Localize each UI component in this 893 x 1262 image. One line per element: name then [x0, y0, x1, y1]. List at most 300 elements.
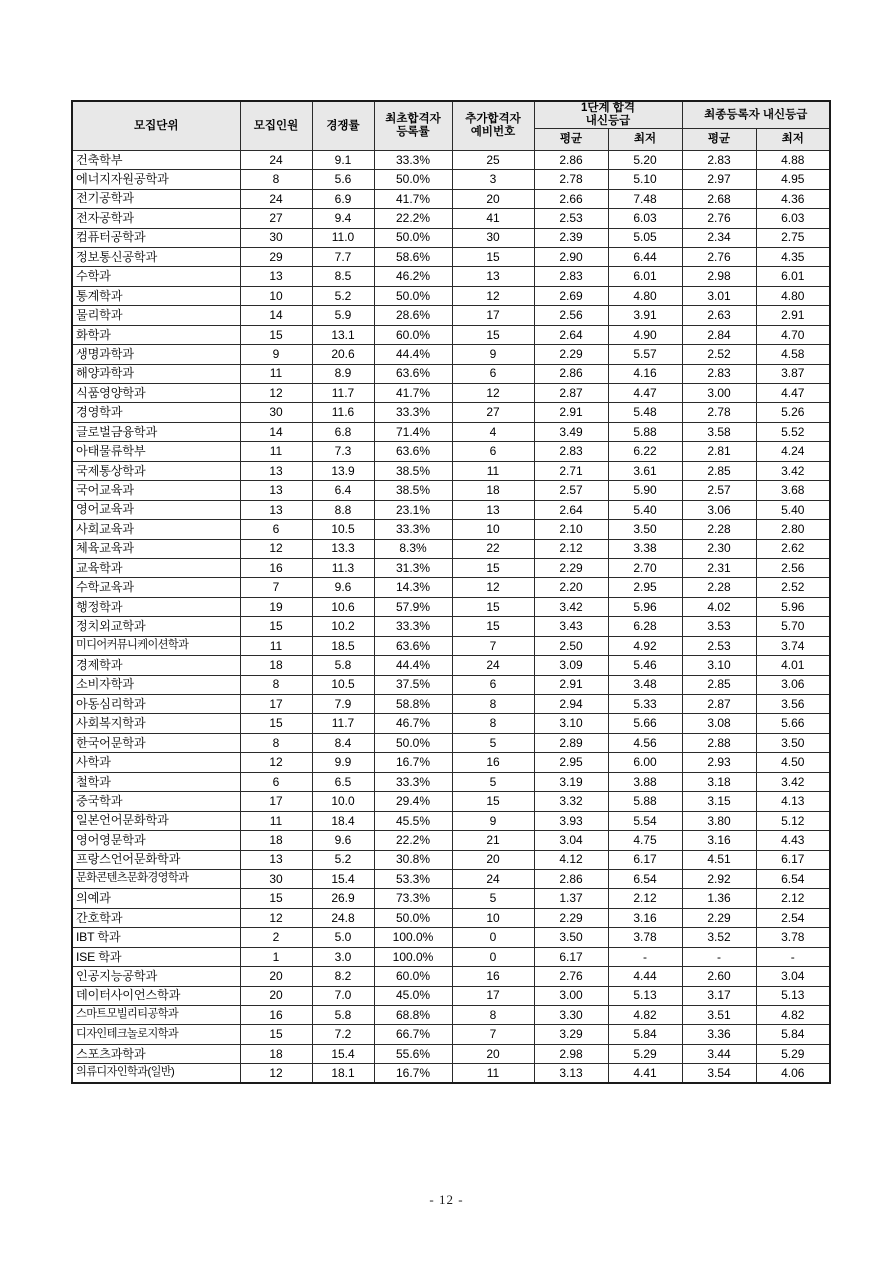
cell-quota: 17 — [240, 792, 312, 811]
cell-first-pass-enroll-rate: 45.0% — [374, 986, 452, 1005]
cell-stage1-min: 6.22 — [608, 442, 682, 461]
cell-stage1-avg: 2.71 — [534, 461, 608, 480]
cell-extra-pass-waitlist: 12 — [452, 384, 534, 403]
cell-unit: 컴퓨터공학과 — [72, 228, 240, 247]
cell-stage1-avg: 2.91 — [534, 675, 608, 694]
cell-quota: 16 — [240, 1006, 312, 1025]
cell-stage1-avg: 2.29 — [534, 908, 608, 927]
cell-final-min: 2.54 — [756, 908, 830, 927]
cell-stage1-min: 6.54 — [608, 869, 682, 888]
cell-quota: 15 — [240, 889, 312, 908]
cell-stage1-avg: 1.37 — [534, 889, 608, 908]
cell-ratio: 5.2 — [312, 286, 374, 305]
cell-stage1-avg: 2.98 — [534, 1044, 608, 1063]
cell-extra-pass-waitlist: 4 — [452, 422, 534, 441]
cell-unit: 물리학과 — [72, 306, 240, 325]
cell-first-pass-enroll-rate: 38.5% — [374, 481, 452, 500]
cell-stage1-min: 4.82 — [608, 1006, 682, 1025]
cell-extra-pass-waitlist: 21 — [452, 831, 534, 850]
cell-extra-pass-waitlist: 3 — [452, 170, 534, 189]
cell-stage1-avg: 3.10 — [534, 714, 608, 733]
cell-stage1-avg: 2.50 — [534, 636, 608, 655]
cell-final-avg: 2.78 — [682, 403, 756, 422]
cell-final-avg: 1.36 — [682, 889, 756, 908]
cell-unit: 소비자학과 — [72, 675, 240, 694]
cell-ratio: 13.9 — [312, 461, 374, 480]
table-row — [72, 753, 830, 772]
cell-stage1-avg: 6.17 — [534, 947, 608, 966]
cell-stage1-min: 4.92 — [608, 636, 682, 655]
cell-quota: 8 — [240, 733, 312, 752]
cell-unit: 경제학과 — [72, 656, 240, 675]
cell-stage1-avg: 3.09 — [534, 656, 608, 675]
cell-ratio: 11.0 — [312, 228, 374, 247]
cell-ratio: 8.8 — [312, 500, 374, 519]
cell-unit: 간호학과 — [72, 908, 240, 927]
cell-first-pass-enroll-rate: 29.4% — [374, 792, 452, 811]
cell-final-avg: 3.06 — [682, 500, 756, 519]
cell-quota: 18 — [240, 656, 312, 675]
cell-ratio: 7.2 — [312, 1025, 374, 1044]
cell-stage1-avg: 4.12 — [534, 850, 608, 869]
cell-unit: 사회교육과 — [72, 520, 240, 539]
cell-final-min: 6.01 — [756, 267, 830, 286]
cell-stage1-min: 5.96 — [608, 597, 682, 616]
cell-stage1-avg: 3.30 — [534, 1006, 608, 1025]
cell-first-pass-enroll-rate: 50.0% — [374, 908, 452, 927]
cell-final-avg: 3.00 — [682, 384, 756, 403]
cell-ratio: 5.8 — [312, 1006, 374, 1025]
cell-ratio: 10.6 — [312, 597, 374, 616]
cell-quota: 15 — [240, 1025, 312, 1044]
cell-ratio: 13.1 — [312, 325, 374, 344]
cell-first-pass-enroll-rate: 53.3% — [374, 869, 452, 888]
cell-final-min: 4.50 — [756, 753, 830, 772]
cell-quota: 13 — [240, 267, 312, 286]
cell-first-pass-enroll-rate: 50.0% — [374, 286, 452, 305]
column-header-first-pass-enroll-rate — [374, 101, 452, 150]
cell-final-avg: 2.84 — [682, 325, 756, 344]
cell-final-min: 4.43 — [756, 831, 830, 850]
cell-stage1-avg: 3.43 — [534, 617, 608, 636]
cell-extra-pass-waitlist: 20 — [452, 189, 534, 208]
table-row — [72, 850, 830, 869]
cell-stage1-min: 4.44 — [608, 967, 682, 986]
cell-extra-pass-waitlist: 17 — [452, 986, 534, 1005]
cell-final-min: 4.70 — [756, 325, 830, 344]
cell-quota: 11 — [240, 811, 312, 830]
cell-stage1-avg: 2.10 — [534, 520, 608, 539]
table-row — [72, 811, 830, 830]
admissions-results-table — [71, 100, 831, 1084]
cell-ratio: 11.6 — [312, 403, 374, 422]
cell-quota: 6 — [240, 520, 312, 539]
cell-final-avg: - — [682, 947, 756, 966]
table-row — [72, 306, 830, 325]
cell-final-avg: 2.28 — [682, 520, 756, 539]
table-row — [72, 986, 830, 1005]
cell-final-min: 6.03 — [756, 209, 830, 228]
column-header-extra-pass-waitlist-line1: 추가합격자 — [465, 113, 521, 125]
cell-ratio: 9.9 — [312, 753, 374, 772]
cell-extra-pass-waitlist: 30 — [452, 228, 534, 247]
column-header-stage1-min: 최저 — [608, 128, 682, 150]
cell-final-avg: 2.60 — [682, 967, 756, 986]
cell-stage1-min: 3.78 — [608, 928, 682, 947]
cell-extra-pass-waitlist: 9 — [452, 811, 534, 830]
cell-final-min: 5.84 — [756, 1025, 830, 1044]
table-row — [72, 714, 830, 733]
cell-final-min: 3.50 — [756, 733, 830, 752]
cell-extra-pass-waitlist: 24 — [452, 869, 534, 888]
cell-extra-pass-waitlist: 13 — [452, 500, 534, 519]
cell-extra-pass-waitlist: 6 — [452, 364, 534, 383]
cell-stage1-min: 3.48 — [608, 675, 682, 694]
cell-final-avg: 2.81 — [682, 442, 756, 461]
cell-final-min: 4.36 — [756, 189, 830, 208]
cell-stage1-min: 4.47 — [608, 384, 682, 403]
cell-ratio: 15.4 — [312, 1044, 374, 1063]
cell-unit: 스마트모빌리티공학과 — [72, 1006, 240, 1025]
table-row — [72, 558, 830, 577]
cell-final-min: 5.29 — [756, 1044, 830, 1063]
cell-stage1-avg: 2.29 — [534, 345, 608, 364]
cell-first-pass-enroll-rate: 60.0% — [374, 325, 452, 344]
cell-unit: 에너지자원공학과 — [72, 170, 240, 189]
cell-extra-pass-waitlist: 41 — [452, 209, 534, 228]
cell-final-avg: 3.08 — [682, 714, 756, 733]
cell-stage1-avg: 2.91 — [534, 403, 608, 422]
cell-first-pass-enroll-rate: 28.6% — [374, 306, 452, 325]
cell-extra-pass-waitlist: 9 — [452, 345, 534, 364]
cell-stage1-avg: 2.87 — [534, 384, 608, 403]
cell-final-min: 4.95 — [756, 170, 830, 189]
table-row — [72, 403, 830, 422]
cell-stage1-avg: 3.49 — [534, 422, 608, 441]
cell-extra-pass-waitlist: 11 — [452, 461, 534, 480]
cell-stage1-min: 3.91 — [608, 306, 682, 325]
cell-stage1-min: 5.29 — [608, 1044, 682, 1063]
cell-final-avg: 2.83 — [682, 364, 756, 383]
table-row — [72, 170, 830, 189]
cell-final-avg: 2.83 — [682, 150, 756, 169]
cell-first-pass-enroll-rate: 71.4% — [374, 422, 452, 441]
cell-final-avg: 3.58 — [682, 422, 756, 441]
table-row — [72, 422, 830, 441]
cell-stage1-min: 5.90 — [608, 481, 682, 500]
cell-extra-pass-waitlist: 17 — [452, 306, 534, 325]
cell-first-pass-enroll-rate: 22.2% — [374, 831, 452, 850]
cell-final-avg: 2.93 — [682, 753, 756, 772]
cell-first-pass-enroll-rate: 63.6% — [374, 636, 452, 655]
cell-first-pass-enroll-rate: 63.6% — [374, 364, 452, 383]
cell-final-min: 3.42 — [756, 461, 830, 480]
cell-quota: 13 — [240, 500, 312, 519]
table-row — [72, 869, 830, 888]
cell-quota: 14 — [240, 422, 312, 441]
cell-unit: 수학과 — [72, 267, 240, 286]
cell-stage1-min: 4.41 — [608, 1064, 682, 1083]
column-group-header-stage1-grade-line1: 1단계 합격 — [580, 102, 636, 114]
cell-ratio: 9.1 — [312, 150, 374, 169]
cell-unit: 아동심리학과 — [72, 695, 240, 714]
cell-first-pass-enroll-rate: 50.0% — [374, 170, 452, 189]
cell-stage1-min: 4.56 — [608, 733, 682, 752]
cell-stage1-min: 5.84 — [608, 1025, 682, 1044]
cell-final-avg: 2.85 — [682, 675, 756, 694]
cell-stage1-min: 4.80 — [608, 286, 682, 305]
table-row — [72, 733, 830, 752]
cell-stage1-min: 4.16 — [608, 364, 682, 383]
cell-first-pass-enroll-rate: 23.1% — [374, 500, 452, 519]
cell-quota: 24 — [240, 150, 312, 169]
cell-unit: 디자인테크놀로지학과 — [72, 1025, 240, 1044]
table-row — [72, 578, 830, 597]
cell-extra-pass-waitlist: 5 — [452, 772, 534, 791]
cell-unit: 국제통상학과 — [72, 461, 240, 480]
table-row — [72, 364, 830, 383]
table-row — [72, 345, 830, 364]
cell-final-avg: 3.18 — [682, 772, 756, 791]
cell-unit: 국어교육과 — [72, 481, 240, 500]
column-header-unit: 모집단위 — [72, 101, 240, 150]
cell-first-pass-enroll-rate: 73.3% — [374, 889, 452, 908]
cell-ratio: 5.0 — [312, 928, 374, 947]
cell-stage1-min: 2.70 — [608, 558, 682, 577]
cell-final-avg: 2.97 — [682, 170, 756, 189]
cell-quota: 1 — [240, 947, 312, 966]
cell-final-avg: 3.17 — [682, 986, 756, 1005]
cell-first-pass-enroll-rate: 8.3% — [374, 539, 452, 558]
cell-first-pass-enroll-rate: 33.3% — [374, 150, 452, 169]
cell-stage1-min: 5.54 — [608, 811, 682, 830]
cell-stage1-avg: 2.39 — [534, 228, 608, 247]
cell-extra-pass-waitlist: 0 — [452, 928, 534, 947]
cell-final-min: 5.12 — [756, 811, 830, 830]
cell-stage1-avg: 2.57 — [534, 481, 608, 500]
cell-first-pass-enroll-rate: 44.4% — [374, 345, 452, 364]
cell-extra-pass-waitlist: 16 — [452, 967, 534, 986]
cell-extra-pass-waitlist: 7 — [452, 1025, 534, 1044]
cell-final-min: - — [756, 947, 830, 966]
cell-ratio: 3.0 — [312, 947, 374, 966]
cell-stage1-avg: 2.83 — [534, 442, 608, 461]
cell-first-pass-enroll-rate: 38.5% — [374, 461, 452, 480]
cell-first-pass-enroll-rate: 100.0% — [374, 947, 452, 966]
cell-final-avg: 2.85 — [682, 461, 756, 480]
cell-quota: 12 — [240, 753, 312, 772]
column-header-quota: 모집인원 — [240, 101, 312, 150]
table-row — [72, 636, 830, 655]
table-row — [72, 656, 830, 675]
cell-extra-pass-waitlist: 8 — [452, 1006, 534, 1025]
cell-ratio: 20.6 — [312, 345, 374, 364]
cell-stage1-avg: 2.20 — [534, 578, 608, 597]
cell-stage1-avg: 3.50 — [534, 928, 608, 947]
cell-final-avg: 2.63 — [682, 306, 756, 325]
cell-ratio: 18.1 — [312, 1064, 374, 1083]
cell-stage1-min: 5.57 — [608, 345, 682, 364]
table-row — [72, 500, 830, 519]
cell-quota: 30 — [240, 228, 312, 247]
cell-extra-pass-waitlist: 6 — [452, 675, 534, 694]
cell-final-min: 4.01 — [756, 656, 830, 675]
table-row — [72, 1006, 830, 1025]
column-header-final-min: 최저 — [756, 128, 830, 150]
cell-extra-pass-waitlist: 15 — [452, 792, 534, 811]
cell-stage1-avg: 3.32 — [534, 792, 608, 811]
table-row — [72, 267, 830, 286]
cell-final-avg: 3.52 — [682, 928, 756, 947]
cell-stage1-min: 5.88 — [608, 792, 682, 811]
cell-unit: 체육교육과 — [72, 539, 240, 558]
cell-extra-pass-waitlist: 10 — [452, 520, 534, 539]
cell-ratio: 7.7 — [312, 247, 374, 266]
cell-stage1-min: 3.61 — [608, 461, 682, 480]
cell-stage1-min: 6.44 — [608, 247, 682, 266]
cell-final-avg: 2.92 — [682, 869, 756, 888]
cell-first-pass-enroll-rate: 68.8% — [374, 1006, 452, 1025]
column-group-header-final-enrolled-grade: 최종등록자 내신등급 — [682, 101, 830, 128]
cell-extra-pass-waitlist: 8 — [452, 695, 534, 714]
cell-final-min: 5.26 — [756, 403, 830, 422]
cell-quota: 12 — [240, 539, 312, 558]
cell-stage1-min: 3.38 — [608, 539, 682, 558]
cell-stage1-min: 6.00 — [608, 753, 682, 772]
cell-stage1-min: 4.75 — [608, 831, 682, 850]
cell-final-avg: 2.30 — [682, 539, 756, 558]
cell-first-pass-enroll-rate: 63.6% — [374, 442, 452, 461]
cell-first-pass-enroll-rate: 66.7% — [374, 1025, 452, 1044]
cell-ratio: 9.6 — [312, 831, 374, 850]
cell-first-pass-enroll-rate: 100.0% — [374, 928, 452, 947]
cell-final-avg: 3.44 — [682, 1044, 756, 1063]
cell-final-min: 4.47 — [756, 384, 830, 403]
cell-unit: 일본언어문화학과 — [72, 811, 240, 830]
table-row — [72, 520, 830, 539]
cell-final-min: 2.80 — [756, 520, 830, 539]
cell-stage1-avg: 3.29 — [534, 1025, 608, 1044]
table-row — [72, 228, 830, 247]
cell-unit: 건축학부 — [72, 150, 240, 169]
cell-unit: 식품영양학과 — [72, 384, 240, 403]
cell-quota: 15 — [240, 714, 312, 733]
column-group-header-stage1-grade-line2: 내신등급 — [585, 114, 631, 127]
cell-final-min: 4.24 — [756, 442, 830, 461]
table-row — [72, 792, 830, 811]
cell-unit: 경영학과 — [72, 403, 240, 422]
cell-final-min: 5.52 — [756, 422, 830, 441]
cell-first-pass-enroll-rate: 41.7% — [374, 384, 452, 403]
cell-extra-pass-waitlist: 13 — [452, 267, 534, 286]
cell-quota: 12 — [240, 1064, 312, 1083]
cell-ratio: 10.5 — [312, 520, 374, 539]
cell-stage1-avg: 3.04 — [534, 831, 608, 850]
cell-extra-pass-waitlist: 7 — [452, 636, 534, 655]
cell-unit: 사학과 — [72, 753, 240, 772]
cell-extra-pass-waitlist: 25 — [452, 150, 534, 169]
table-row — [72, 325, 830, 344]
cell-ratio: 18.4 — [312, 811, 374, 830]
cell-ratio: 10.5 — [312, 675, 374, 694]
cell-ratio: 11.3 — [312, 558, 374, 577]
cell-final-min: 4.80 — [756, 286, 830, 305]
cell-ratio: 5.9 — [312, 306, 374, 325]
cell-final-avg: 2.68 — [682, 189, 756, 208]
column-header-ratio: 경쟁률 — [312, 101, 374, 150]
cell-stage1-min: 5.66 — [608, 714, 682, 733]
cell-stage1-min: 5.40 — [608, 500, 682, 519]
cell-extra-pass-waitlist: 12 — [452, 578, 534, 597]
table-row — [72, 481, 830, 500]
cell-stage1-min: 5.20 — [608, 150, 682, 169]
cell-final-min: 3.06 — [756, 675, 830, 694]
table-row — [72, 831, 830, 850]
cell-ratio: 8.4 — [312, 733, 374, 752]
cell-final-min: 2.12 — [756, 889, 830, 908]
cell-ratio: 7.3 — [312, 442, 374, 461]
cell-stage1-min: 5.05 — [608, 228, 682, 247]
cell-unit: 글로벌금융학과 — [72, 422, 240, 441]
table-row — [72, 539, 830, 558]
table-row — [72, 247, 830, 266]
cell-stage1-avg: 2.94 — [534, 695, 608, 714]
cell-stage1-avg: 2.78 — [534, 170, 608, 189]
cell-unit: 해양과학과 — [72, 364, 240, 383]
cell-extra-pass-waitlist: 15 — [452, 617, 534, 636]
table-row — [72, 928, 830, 947]
cell-stage1-min: 6.03 — [608, 209, 682, 228]
cell-final-min: 5.96 — [756, 597, 830, 616]
cell-stage1-min: 5.13 — [608, 986, 682, 1005]
cell-quota: 14 — [240, 306, 312, 325]
cell-final-min: 4.35 — [756, 247, 830, 266]
cell-extra-pass-waitlist: 20 — [452, 1044, 534, 1063]
cell-quota: 17 — [240, 695, 312, 714]
cell-extra-pass-waitlist: 10 — [452, 908, 534, 927]
column-header-extra-pass-waitlist-line2: 예비번호 — [470, 125, 516, 138]
cell-final-avg: 2.88 — [682, 733, 756, 752]
cell-quota: 30 — [240, 869, 312, 888]
cell-final-min: 3.87 — [756, 364, 830, 383]
cell-final-avg: 3.54 — [682, 1064, 756, 1083]
cell-first-pass-enroll-rate: 41.7% — [374, 189, 452, 208]
cell-quota: 15 — [240, 325, 312, 344]
cell-stage1-avg: 3.93 — [534, 811, 608, 830]
cell-final-avg: 2.52 — [682, 345, 756, 364]
cell-unit: 미디어커뮤니케이션학과 — [72, 636, 240, 655]
cell-quota: 13 — [240, 481, 312, 500]
cell-ratio: 10.0 — [312, 792, 374, 811]
cell-ratio: 15.4 — [312, 869, 374, 888]
table-row — [72, 189, 830, 208]
table-header-row-1 — [72, 101, 830, 128]
cell-quota: 20 — [240, 986, 312, 1005]
cell-ratio: 13.3 — [312, 539, 374, 558]
cell-unit: 한국어문학과 — [72, 733, 240, 752]
cell-stage1-min: 6.17 — [608, 850, 682, 869]
cell-final-avg: 4.51 — [682, 850, 756, 869]
cell-final-avg: 3.36 — [682, 1025, 756, 1044]
cell-extra-pass-waitlist: 22 — [452, 539, 534, 558]
cell-quota: 29 — [240, 247, 312, 266]
cell-ratio: 6.8 — [312, 422, 374, 441]
cell-stage1-min: 4.90 — [608, 325, 682, 344]
cell-stage1-min: 5.33 — [608, 695, 682, 714]
cell-ratio: 8.2 — [312, 967, 374, 986]
cell-final-avg: 2.29 — [682, 908, 756, 927]
cell-first-pass-enroll-rate: 57.9% — [374, 597, 452, 616]
